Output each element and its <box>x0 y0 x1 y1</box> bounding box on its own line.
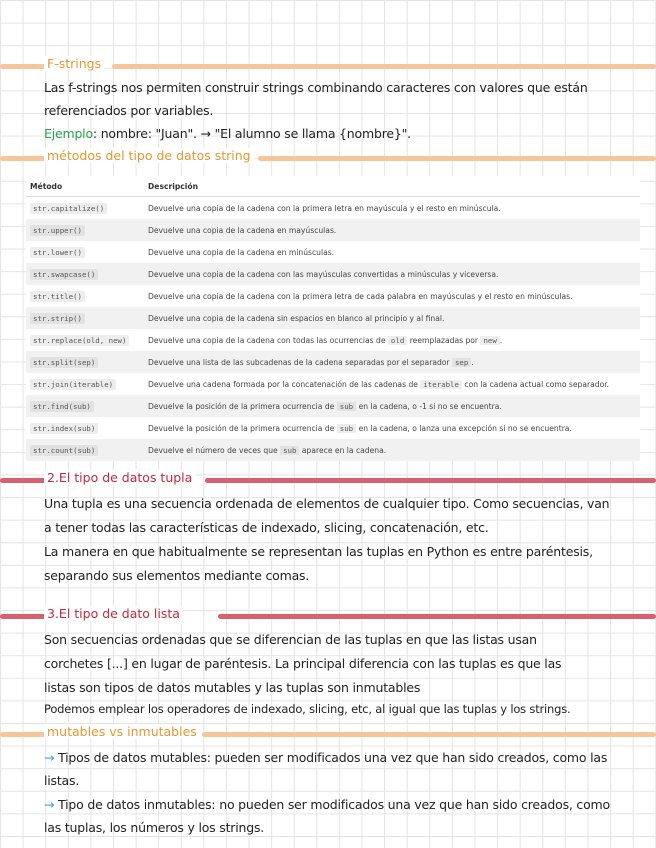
section-title: métodos del tipo de datos string <box>44 148 254 163</box>
section-heading-tupla <box>0 470 656 490</box>
section-title: F-strings <box>44 56 104 71</box>
method-name: str.lower() <box>30 247 85 258</box>
table-row <box>26 307 640 329</box>
method-description: Devuelve una copia de la cadena sin espacios en blanco al principio y al final. <box>148 313 445 323</box>
paragraph-line: Podemos emplear los operadores de indexado, slicing, etc, al igual que las tuplas y los strings. <box>44 702 571 716</box>
method-name: str.index(sub) <box>30 423 98 434</box>
arrow-icon: → <box>44 797 55 812</box>
table-row <box>26 351 640 373</box>
table-row <box>26 197 640 219</box>
section-heading-mutables <box>0 724 656 744</box>
method-description: Devuelve la posición de la primera ocurrencia de sub en la cadena, o lanza una excepción si no se encuentra. <box>148 423 572 433</box>
method-name: str.upper() <box>30 225 85 236</box>
inline-code: new <box>480 336 499 345</box>
paragraph-line: las tuplas, los números y los strings. <box>44 820 265 835</box>
method-name: str.capitalize() <box>30 203 107 214</box>
method-description: Devuelve el número de veces que sub aparece en la cadena. <box>148 445 387 455</box>
section-title: mutables vs inmutables <box>44 724 200 739</box>
example-text: : nombre: "Juan". → "El alumno se llama {nombre}". <box>92 126 411 141</box>
paragraph-line: corchetes [...] en lugar de paréntesis. La principal diferencia con las tuplas es que las <box>44 656 562 671</box>
method-description: Devuelve una lista de las subcadenas de la cadena separadas por el separador sep . <box>148 357 474 367</box>
table-row <box>26 285 640 307</box>
method-name: str.count(sub) <box>30 445 98 456</box>
table-row <box>26 417 640 439</box>
inline-code: old <box>388 336 407 345</box>
section-heading-lista <box>0 606 656 626</box>
method-description: Devuelve una copia de la cadena en mayúsculas. <box>148 225 337 235</box>
table-row <box>26 395 640 417</box>
method-description: Devuelve una copia de la cadena con todas las ocurrencias de old reemplazadas por new . <box>148 335 503 345</box>
method-description: Devuelve una cadena formada por la concatenación de las cadenas de iterable con la cadena actual como separador. <box>148 379 610 389</box>
paragraph-line: separando sus elementos mediante comas. <box>44 568 310 583</box>
paragraph-line: referenciados por variables. <box>44 103 214 118</box>
table-row <box>26 263 640 285</box>
table-row <box>26 241 640 263</box>
table-row <box>26 373 640 395</box>
table-header <box>26 176 640 197</box>
method-name: str.find(sub) <box>30 401 94 412</box>
inline-code: iterable <box>420 380 462 389</box>
method-name: str.join(iterable) <box>30 379 116 390</box>
table-row <box>26 219 640 241</box>
method-description: Devuelve una copia de la cadena en minúsculas. <box>148 247 335 257</box>
column-header-method: Método <box>30 181 63 191</box>
section-heading-fstrings <box>0 56 656 76</box>
inline-code: sub <box>280 446 299 455</box>
method-description: Devuelve la posición de la primera ocurrencia de sub en la cadena, o -1 si no se encuentra. <box>148 401 502 411</box>
method-name: str.strip() <box>30 313 85 324</box>
method-name: str.title() <box>30 291 85 302</box>
paragraph-line: Las f-strings nos permiten construir strings combinando caracteres con valores que están <box>44 80 588 95</box>
inline-code: sub <box>337 424 356 433</box>
paragraph-line: → Tipos de datos mutables: pueden ser modificados una vez que han sido creados, como las <box>44 750 608 765</box>
paragraph-line: listas. <box>44 773 80 788</box>
method-description: Devuelve una copia de la cadena con la primera letra en mayúscula y el resto en minúscula. <box>148 203 501 213</box>
method-description: Devuelve una copia de la cadena con las mayúsculas convertidas a minúsculas y viceversa. <box>148 269 499 279</box>
method-name: str.replace(old, new) <box>30 335 129 346</box>
arrow-icon: → <box>44 750 55 765</box>
column-header-description: Descripción <box>148 181 198 191</box>
highlighter-bar <box>112 64 656 69</box>
inline-code: sub <box>337 402 356 411</box>
paragraph-line: listas son tipos de datos mutables y las tuplas son inmutables <box>44 680 421 695</box>
paragraph-line: Una tupla es una secuencia ordenada de elementos de cualquier tipo. Como secuencias, van <box>44 496 610 511</box>
paragraph-line: Son secuencias ordenadas que se diferencian de las tuplas en que las listas usan <box>44 632 537 647</box>
highlighter-bar <box>258 156 656 161</box>
highlighter-bar <box>205 478 656 483</box>
section-title: 3.El tipo de dato lista <box>44 606 183 621</box>
paragraph-line: → Tipo de datos inmutables: no pueden ser modificados una vez que han sido creados, como <box>44 797 610 812</box>
method-name: str.split(sep) <box>30 357 98 368</box>
section-title: 2.El tipo de datos tupla <box>44 470 195 485</box>
highlighter-bar <box>218 614 656 619</box>
example-label: Ejemplo <box>44 126 93 141</box>
section-heading-string-methods <box>0 148 656 168</box>
method-name: str.swapcase() <box>30 269 98 280</box>
inline-code: sep <box>452 358 471 367</box>
string-methods-table <box>26 176 640 461</box>
highlighter-bar <box>202 732 656 737</box>
table-row <box>26 329 640 351</box>
example-line <box>44 126 411 141</box>
table-row <box>26 439 640 461</box>
paragraph-line: La manera en que habitualmente se representan las tuplas en Python es entre paréntesis, <box>44 544 593 559</box>
paragraph-line: a tener todas las características de indexado, slicing, concatenación, etc. <box>44 520 489 535</box>
method-description: Devuelve una copia de la cadena con la primera letra de cada palabra en mayúsculas y el resto en minúsculas. <box>148 291 573 301</box>
